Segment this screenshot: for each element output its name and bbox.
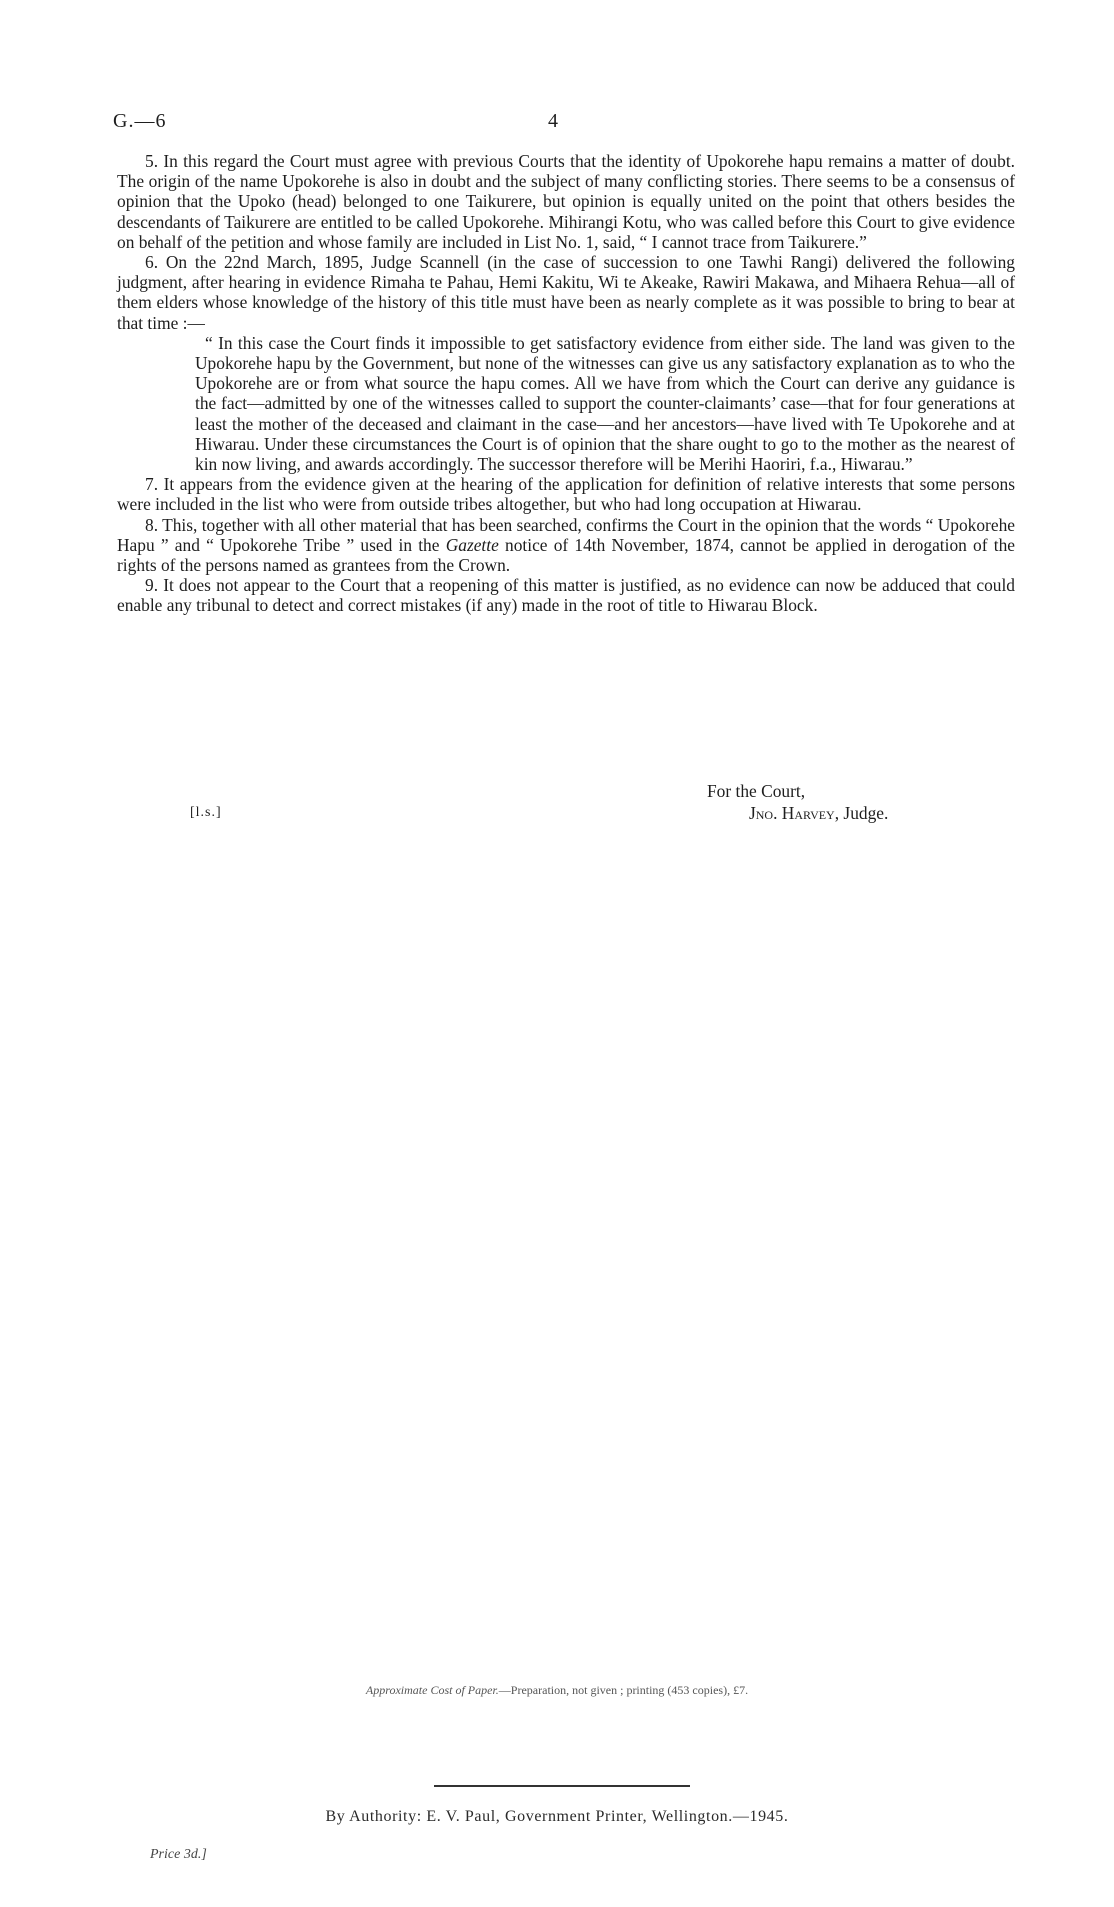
judge-signature <box>749 802 888 824</box>
footer-divider <box>434 1785 690 1787</box>
cost-note <box>0 1683 1114 1698</box>
gazette-italic: Gazette <box>445 534 499 555</box>
page-number: 4 <box>548 110 558 132</box>
paragraph-9: 9. It does not appear to the Court that a reopening of this matter is justified, as no evidence can now be adduced that could enable any tribunal to detect and correct mistakes (if any) made in the root of title to Hiwarau Block. <box>117 575 1015 616</box>
paragraph-8-text-before: 8. This, together with all other material that has been searched, confirms the Court in the opinion that the words “ Upokorehe Hapu ” and “ Upokorehe Tribe ” used in the <box>117 514 1015 555</box>
page-reference: G.—6 <box>113 110 167 132</box>
quoted-judgment: “ In this case the Court finds it impossible to get satisfactory evidence from either side. The land was given to the Upokorehe hapu by the Government, but none of the witnesses can give us any satisfactory explanation as to who the Upokorehe are or from what source the hapu comes. All we have from which the Court can derive any guidance is the fact—admitted by one of the witnesses called to support the counter-claimants’ case—that for four generations at least the mother of the deceased and claimant in the case—and her ancestors—have lived with Te Upokorehe and at Hiwarau. Under these circumstances the Court is of opinion that the share ought to go to the mother as the nearest of kin now living, and awards accordingly. The successor therefore will be Merihi Haoriri, f.a., Hiwarau.” <box>195 332 1015 475</box>
judge-title: Judge. <box>839 803 889 823</box>
document-body <box>117 151 1015 616</box>
judge-name: Jno. Harvey, <box>749 803 840 823</box>
for-the-court: For the Court, <box>707 781 806 801</box>
cost-label: Approximate Cost of Paper. <box>365 1683 499 1697</box>
paragraph-6: 6. On the 22nd March, 1895, Judge Scannell (in the case of succession to one Tawhi Rangi) delivered the following judgment, after hearing in evidence Rimaha te Pahau, Hemi Kakitu, Wi te Akeake, Rawiri Makawa, and Mihaera Rehua—all of them elders whose knowledge of the history of this title must have been as nearly complete as it was possible to bring to bear at that time :— <box>117 252 1015 333</box>
paragraph-8-text-after: notice of 14th November, 1874, cannot be applied in derogation of the rights of the persons named as grantees from the Crown. <box>117 534 1015 576</box>
paragraph-8 <box>117 515 1015 576</box>
signoff-block <box>117 780 1015 840</box>
price-note: Price 3d.] <box>150 1847 207 1862</box>
paragraph-7: 7. It appears from the evidence given at the hearing of the application for definition of relative interests that some persons were included in the list who were from outside tribes altogether, but who had long occupation at Hiwarau. <box>117 474 1015 515</box>
printer-authority: By Authority: E. V. Paul, Government Printer, Wellington.—1945. <box>325 1808 789 1825</box>
seal-mark: [l.s.] <box>190 805 222 820</box>
paragraph-5: 5. In this regard the Court must agree with previous Courts that the identity of Upokorehe hapu remains a matter of doubt. The origin of the name Upokorehe is also in doubt and the subject of many conflicting stories. There seems to be a consensus of opinion that the Upoko (head) belonged to one Taikurere, but opinion is equally united on the point that others besides the descendants of Taikurere are entitled to be called Upokorehe. Mihirangi Kotu, who was called before this Court to give evidence on behalf of the petition and whose family are included in List No. 1, said, “ I cannot trace from Taikurere.” <box>117 151 1015 252</box>
cost-detail: —Preparation, not given ; printing (453 copies), £7. <box>498 1683 749 1697</box>
